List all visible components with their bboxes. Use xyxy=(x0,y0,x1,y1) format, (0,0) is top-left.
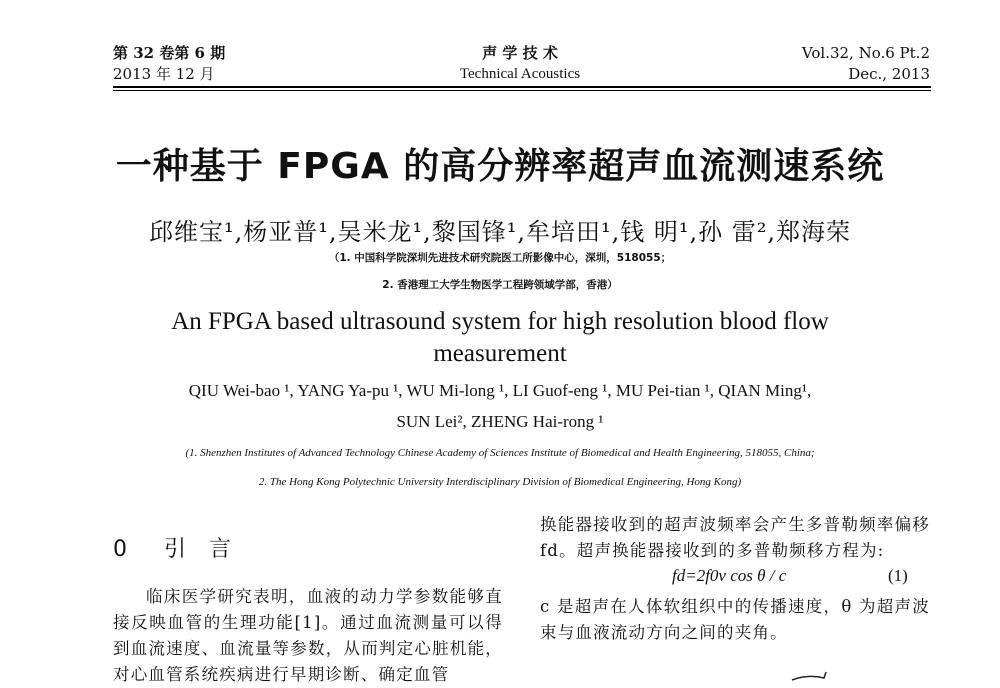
body-paragraph-right-1: 换能器接收到的超声波频率会产生多普勒频率偏移 fd。超声换能器接收到的多普勒频移方程为: xyxy=(540,515,930,560)
journal-name-en: Technical Acoustics xyxy=(459,66,581,82)
authors-cn: 邱维宝¹,杨亚普¹,吴米龙¹,黎国锋¹,牟培田¹,钱 明¹,孙 雷²,郑海荣 xyxy=(148,218,851,246)
volume-issue-en: Vol.32, No.6 Pt.2 xyxy=(801,44,930,62)
title-en-line2: measurement xyxy=(433,340,567,367)
section-title: 引 言 xyxy=(164,537,239,562)
volume-issue-cn: 第 32 卷第 6 期 xyxy=(113,44,226,62)
affiliation-cn-2: 2. 香港理工大学生物医学工程跨领域学部，香港） xyxy=(382,279,618,291)
title-en-line1: An FPGA based ultrasound system for high resolution blood flow xyxy=(171,308,829,335)
affiliation-cn-1: （1. 中国科学院深圳先进技术研究院医工所影像中心，深圳，518055； xyxy=(328,252,672,264)
header-rule-thin xyxy=(113,90,931,91)
body-paragraph-left: 临床医学研究表明，血液的动力学参数能够直接反映血管的生理功能[1]。通过血流测量可以得到血流速度、血流量等参数，从而判定心脏机能，对心血管系统疾病进行早期诊断、确定血管 xyxy=(113,587,503,684)
scan-mark xyxy=(790,668,830,684)
section-number: 0 xyxy=(113,537,135,562)
date-cn: 2013 年 12 月 xyxy=(113,65,215,83)
journal-name-cn: 声 学 技 术 xyxy=(482,44,558,62)
section-heading xyxy=(113,532,239,563)
title-cn: 一种基于 FPGA 的高分辨率超声血流测速系统 xyxy=(115,146,885,187)
header-rule-thick xyxy=(113,86,931,88)
date-en: Dec., 2013 xyxy=(848,65,930,83)
authors-en-line2: SUN Lei², ZHENG Hai-rong ¹ xyxy=(396,412,604,431)
affiliation-en-1: (1. Shenzhen Institutes of Advanced Technology Chinese Academy of Sciences Institute of Biomedical and Health Engineering, 518055, China; xyxy=(185,447,815,459)
body-paragraph-right-2: c 是超声在人体软组织中的传播速度，θ 为超声波束与血液流动方向之间的夹角。 xyxy=(540,597,930,642)
equation-number: (1) xyxy=(888,566,908,585)
affiliation-en-2: 2. The Hong Kong Polytechnic University Interdisciplinary Division of Biomedical Engineering, Hong Kong) xyxy=(258,476,742,488)
equation: fd=2f0v cos θ / c xyxy=(672,566,787,585)
authors-en-line1: QIU Wei-bao ¹, YANG Ya-pu ¹, WU Mi-long ¹, LI Guof-eng ¹, MU Pei-tian ¹, QIAN Ming¹, xyxy=(188,381,812,400)
